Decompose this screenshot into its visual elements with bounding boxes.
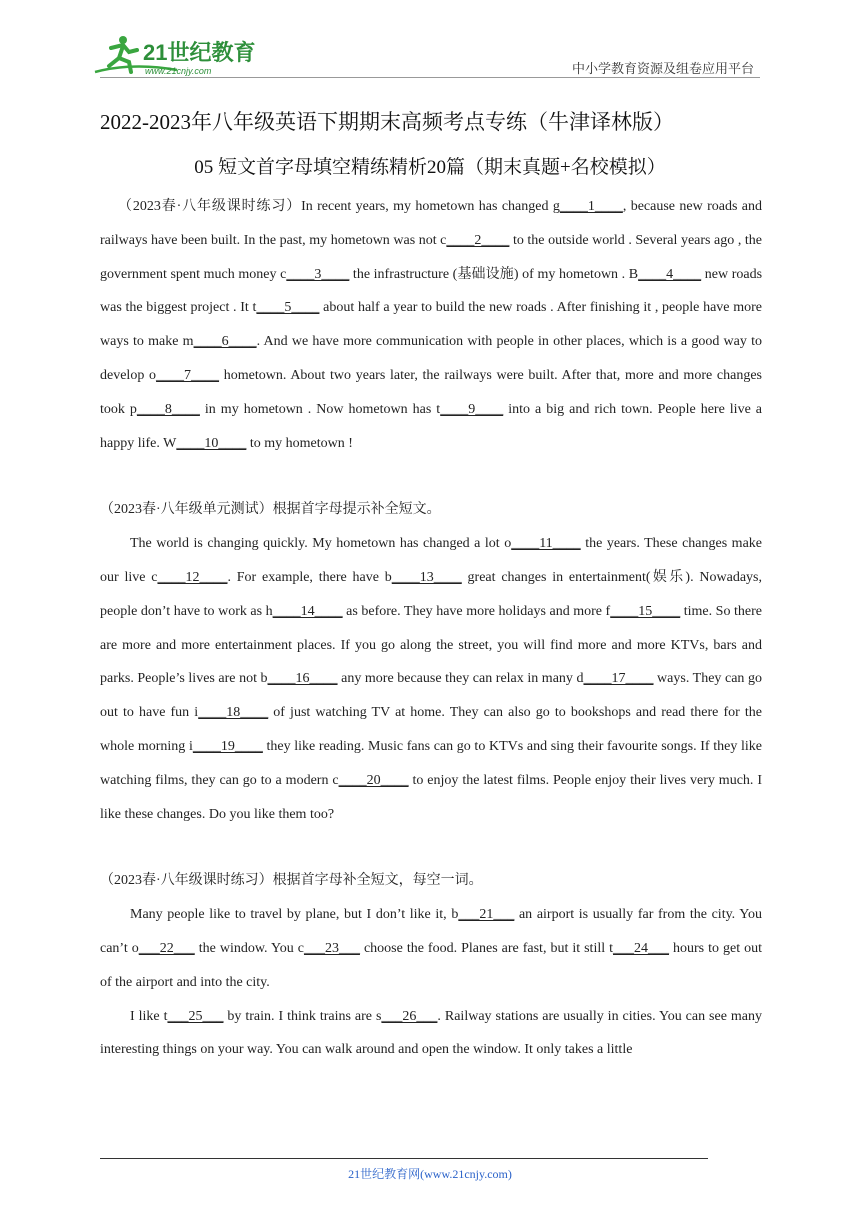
passage-2 xyxy=(100,527,762,831)
passage-source: （2023春·八年级课时练习） xyxy=(118,199,302,214)
blank-answer[interactable]: ____2____ xyxy=(446,232,510,248)
blank-answer[interactable]: ___21___ xyxy=(458,907,515,923)
passage-segment: into a big and rich town. People here live a happy life. W xyxy=(100,401,763,451)
blank-answer[interactable]: ___26___ xyxy=(381,1008,438,1024)
blank-answer[interactable]: ____5____ xyxy=(256,300,320,316)
blank-answer[interactable]: ____12____ xyxy=(157,569,228,585)
passage-segment: the infrastructure (基础设施) of my hometown . B xyxy=(349,266,639,282)
passage-segment: choose the food. Planes are fast, but it still t xyxy=(359,940,614,956)
passage-segment: . Railway stations are usually in cities. You can see many interesting things on your way. You can walk around and open the window. It only takes a little xyxy=(100,1008,762,1058)
blank-answer[interactable]: ___23___ xyxy=(303,940,360,956)
passage-3-header xyxy=(100,864,762,898)
blank-answer[interactable]: ____4____ xyxy=(638,266,702,282)
passage-segment: by train. I think trains are s xyxy=(223,1008,382,1024)
blank-answer[interactable]: ____3____ xyxy=(286,266,350,282)
blank-answer[interactable]: ___24___ xyxy=(613,940,670,956)
passage-3-paragraph-2 xyxy=(100,1000,762,1068)
document-body xyxy=(100,190,762,1067)
passage-segment: to the outside world . Several years ago , the government spent much money c xyxy=(100,232,762,282)
passage-segment: Many people like to travel by plane, but I don’t like it, b xyxy=(130,907,459,923)
passage-segment: the window. You c xyxy=(194,940,304,956)
blank-answer[interactable]: ____20____ xyxy=(338,772,409,788)
svg-text:21世纪教育: 21世纪教育 xyxy=(143,40,256,65)
blank-answer[interactable]: ___22___ xyxy=(138,940,195,956)
passage-3-paragraph-1 xyxy=(100,898,762,999)
passage-segment: about half a year to build the new roads . After finishing it , people have more ways to make m xyxy=(100,300,762,350)
passage-1 xyxy=(100,190,762,460)
passage-segment: any more because they can relax in many d xyxy=(337,671,584,687)
passage-segment: in my hometown . Now hometown has t xyxy=(199,401,441,417)
passage-segment: great changes in entertainment(娱乐). Nowadays, people don’t have to work as h xyxy=(100,569,762,619)
21cnjy-logo xyxy=(93,32,263,78)
blank-answer[interactable]: ____16____ xyxy=(267,671,338,687)
page-header xyxy=(0,0,860,90)
passage-segment: . For example, there have b xyxy=(227,569,392,585)
passage-segment: new roads was the biggest project . It t xyxy=(100,266,763,316)
spacer xyxy=(100,831,762,864)
passage-segment: ways. They can go out to have fun i xyxy=(100,671,762,721)
svg-text:www.21cnjy.com: www.21cnjy.com xyxy=(145,66,212,76)
passage-segment: The world is changing quickly. My hometown has changed a lot o xyxy=(130,536,512,552)
passage-segment: I like t xyxy=(130,1008,168,1024)
passage-instruction: 根据首字母提示补全短文。 xyxy=(272,502,441,518)
blank-answer[interactable]: ____15____ xyxy=(610,603,681,619)
passage-segment: hours to get out of the airport and into the city. xyxy=(100,940,763,990)
passage-segment: an airport is usually far from the city. You can’t o xyxy=(100,907,762,956)
passage-segment: to enjoy the latest films. People enjoy their lives very much. I like these changes. Do you like them too? xyxy=(100,772,762,822)
footer-divider xyxy=(100,1158,708,1159)
passage-source: （2023春·八年级单元测试） xyxy=(100,502,273,518)
passage-segment: time. So there are more and more entertainment places. If you go along the street, you will find more and more KTVs, bars and parks. People’s lives are not b xyxy=(100,603,762,687)
footer-source: 21世纪教育网(www.21cnjy.com) xyxy=(348,1167,512,1181)
page-subtitle: 05 短文首字母填空精练精析20篇（期末真题+名校模拟） xyxy=(194,157,666,178)
passage-segment: , because new roads and railways have been built. In the past, my hometown was not c xyxy=(100,199,762,248)
blank-answer[interactable]: ____6____ xyxy=(193,334,257,350)
blank-answer[interactable]: ____10____ xyxy=(176,435,247,451)
blank-answer[interactable]: ____13____ xyxy=(391,569,462,585)
passage-segment: as before. They have more holidays and more f xyxy=(342,603,611,619)
passage-instruction: 根据首字母补全短文，每空一词。 xyxy=(272,873,483,889)
passage-segment: the years. These changes make our live c xyxy=(100,536,762,585)
blank-answer[interactable]: ____7____ xyxy=(156,367,220,383)
blank-answer[interactable]: ____14____ xyxy=(272,603,343,619)
passage-2-header xyxy=(100,493,762,527)
blank-answer[interactable]: ____1____ xyxy=(559,199,623,214)
passage-segment: hometown. About two years later, the railways were built. After that, more and more changes took p xyxy=(100,367,762,417)
page-title: 2022-2023年八年级英语下期期末高频考点专练（牛津译林版） xyxy=(100,110,674,134)
passage-source: （2023春·八年级课时练习） xyxy=(100,873,273,889)
blank-answer[interactable]: ____17____ xyxy=(583,671,654,687)
passage-segment: they like reading. Music fans can go to KTVs and sing their favourite songs. If they like watching films, they can go to a modern c xyxy=(100,738,762,788)
passage-text xyxy=(100,199,762,451)
passage-segment: to my hometown ! xyxy=(246,435,353,451)
passage-segment: . And we have more communication with people in other places, which is a good way to develop o xyxy=(100,334,762,383)
blank-answer[interactable]: ____18____ xyxy=(198,705,269,721)
header-divider xyxy=(100,77,760,78)
blank-answer[interactable]: ___25___ xyxy=(167,1008,224,1024)
platform-label: 中小学教育资源及组卷应用平台 xyxy=(571,61,754,76)
spacer xyxy=(100,460,762,493)
blank-answer[interactable]: ____11____ xyxy=(511,536,581,552)
blank-answer[interactable]: ____19____ xyxy=(192,738,263,754)
blank-answer[interactable]: ____8____ xyxy=(136,401,200,417)
passage-segment: of just watching TV at home. They can also go to bookshops and read there for the whole morning i xyxy=(100,705,763,754)
blank-answer[interactable]: ____9____ xyxy=(440,401,504,417)
passage-segment: In recent years, my hometown has changed g xyxy=(301,199,560,214)
